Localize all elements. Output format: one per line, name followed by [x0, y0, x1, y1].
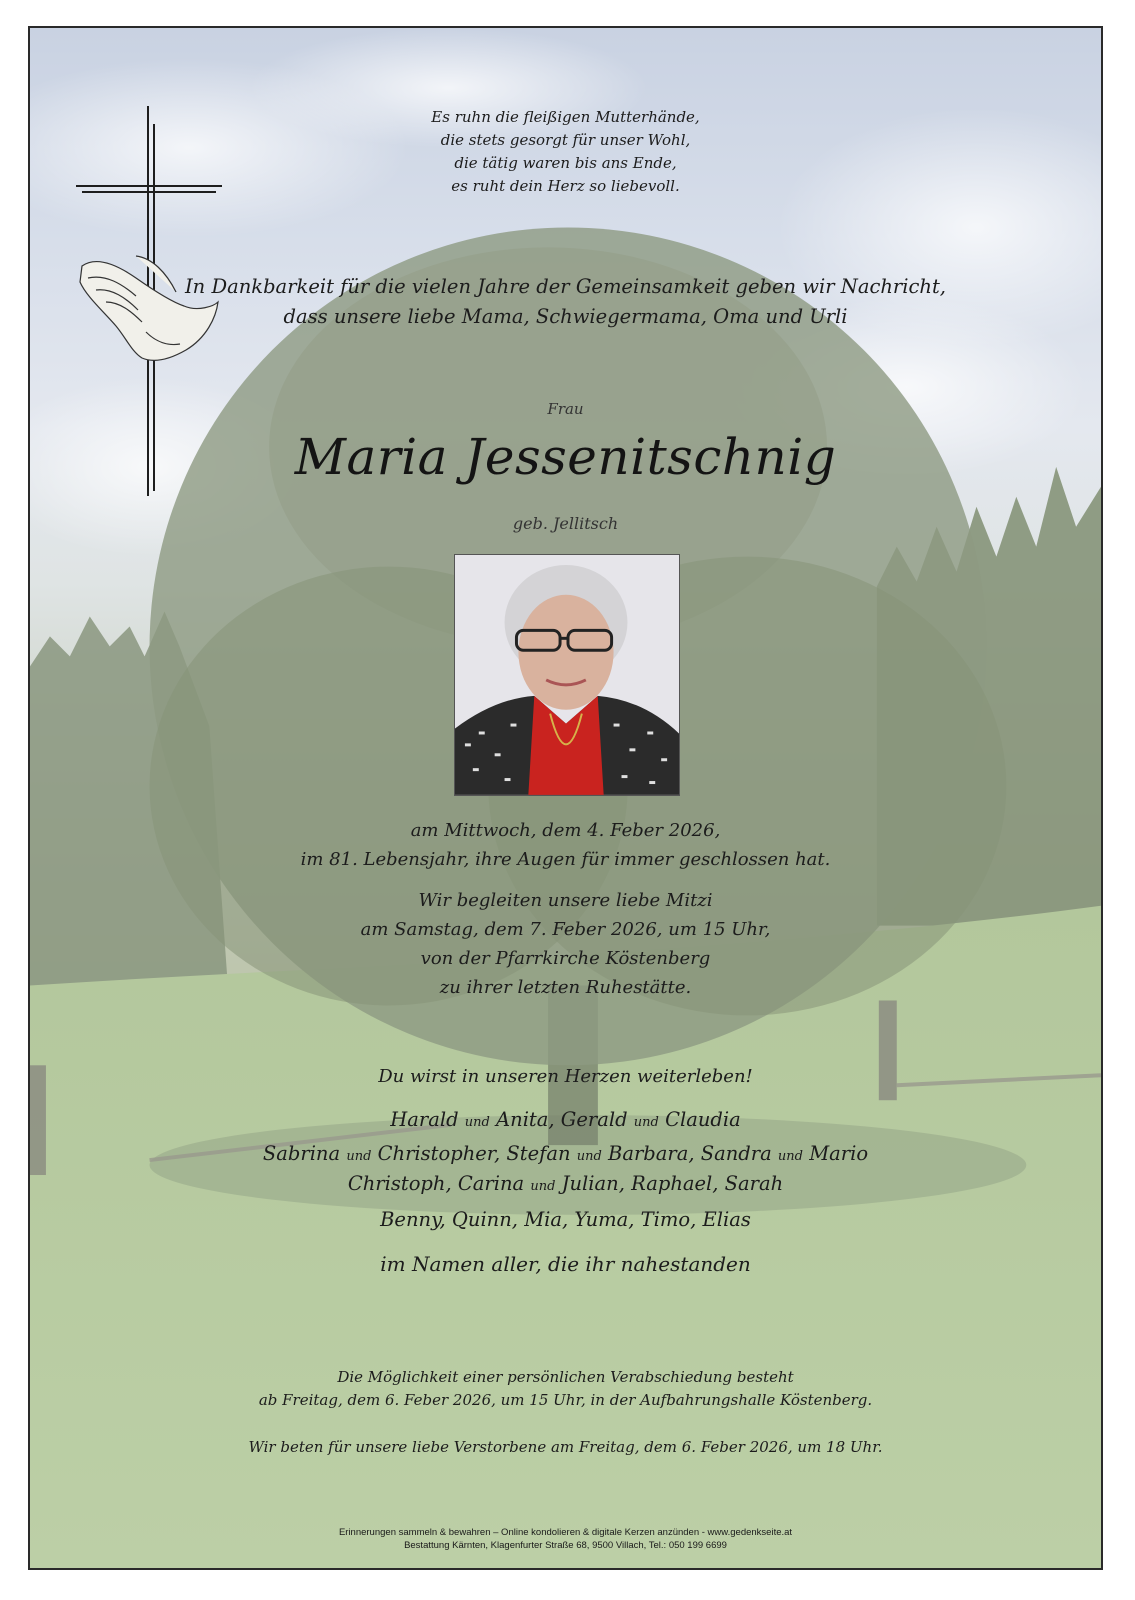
family-name: Mario — [809, 1142, 869, 1165]
family-line-grandchildren-2 — [30, 1172, 1101, 1195]
family-name: Christopher, Stefan — [377, 1142, 571, 1165]
death-notice-card — [28, 26, 1103, 1570]
funeral-line: zu ihrer letzten Ruhestätte. — [439, 977, 692, 998]
footer — [30, 1526, 1101, 1552]
and-word: und — [576, 1149, 602, 1164]
and-word: und — [530, 1179, 556, 1194]
birth-name: geb. Jellitsch — [512, 514, 619, 533]
family-line-children — [30, 1108, 1101, 1131]
funeral-line: Wir begleiten unsere liebe Mitzi — [418, 890, 713, 911]
poem-line: es ruht dein Herz so liebevoll. — [451, 177, 680, 195]
and-word: und — [346, 1149, 372, 1164]
funeral-line: von der Pfarrkirche Köstenberg — [420, 948, 711, 969]
deceased-name: Maria Jessenitschnig — [294, 428, 837, 486]
poem-line: die tätig waren bis ans Ende, — [454, 154, 677, 172]
and-word: und — [464, 1115, 490, 1130]
portrait-photo — [454, 554, 680, 796]
salutation: Frau — [547, 400, 584, 418]
family-name: Anita, Gerald — [496, 1108, 628, 1131]
poem-line: Es ruhn die fleißigen Mutterhände, — [431, 108, 700, 126]
farewell-line: ab Freitag, dem 6. Feber 2026, um 15 Uhr, in der Aufbahrungshalle Köstenberg. — [258, 1391, 873, 1409]
family-line-great-grandchildren: Benny, Quinn, Mia, Yuma, Timo, Elias — [380, 1208, 751, 1231]
footer-line: Erinnerungen sammeln & bewahren – Online kondolieren & digitale Kerzen anzünden - www.gedenkseite.at — [338, 1527, 793, 1538]
death-line: am Mittwoch, dem 4. Feber 2026, — [410, 820, 721, 841]
family-name: Julian, Raphael, Sarah — [561, 1172, 784, 1195]
family-line-grandchildren-1 — [30, 1142, 1101, 1165]
and-word: und — [777, 1149, 803, 1164]
family-name: Sabrina — [262, 1142, 341, 1165]
death-notice — [30, 816, 1101, 874]
family-name: Barbara, Sandra — [608, 1142, 772, 1165]
prayer-info: Wir beten für unsere liebe Verstorbene am Freitag, dem 6. Feber 2026, um 18 Uhr. — [248, 1438, 883, 1456]
family-name: Claudia — [665, 1108, 741, 1131]
death-line: im 81. Lebensjahr, ihre Augen für immer geschlossen hat. — [300, 849, 831, 870]
intro-text — [30, 272, 1101, 332]
intro-line: dass unsere liebe Mama, Schwiegermama, Oma und Urli — [283, 305, 848, 328]
family-closing: im Namen aller, die ihr nahestanden — [380, 1252, 751, 1276]
and-word: und — [633, 1115, 659, 1130]
poem-line: die stets gesorgt für unser Wohl, — [440, 131, 691, 149]
farewell-info — [30, 1366, 1101, 1412]
portrait-illustration — [455, 555, 679, 795]
funeral-line: am Samstag, dem 7. Feber 2026, um 15 Uhr, — [360, 919, 771, 940]
family-name: Harald — [390, 1108, 459, 1131]
family-name: Christoph, Carina — [347, 1172, 525, 1195]
funeral-info — [30, 886, 1101, 1002]
intro-line: In Dankbarkeit für die vielen Jahre der Gemeinsamkeit geben wir Nachricht, — [184, 275, 947, 298]
poem — [30, 106, 1101, 198]
farewell-line: Die Möglichkeit einer persönlichen Verabschiedung besteht — [337, 1368, 794, 1386]
footer-line: Bestattung Kärnten, Klagenfurter Straße 68, 9500 Villach, Tel.: 050 199 6699 — [404, 1540, 727, 1551]
motto: Du wirst in unseren Herzen weiterleben! — [378, 1066, 753, 1087]
